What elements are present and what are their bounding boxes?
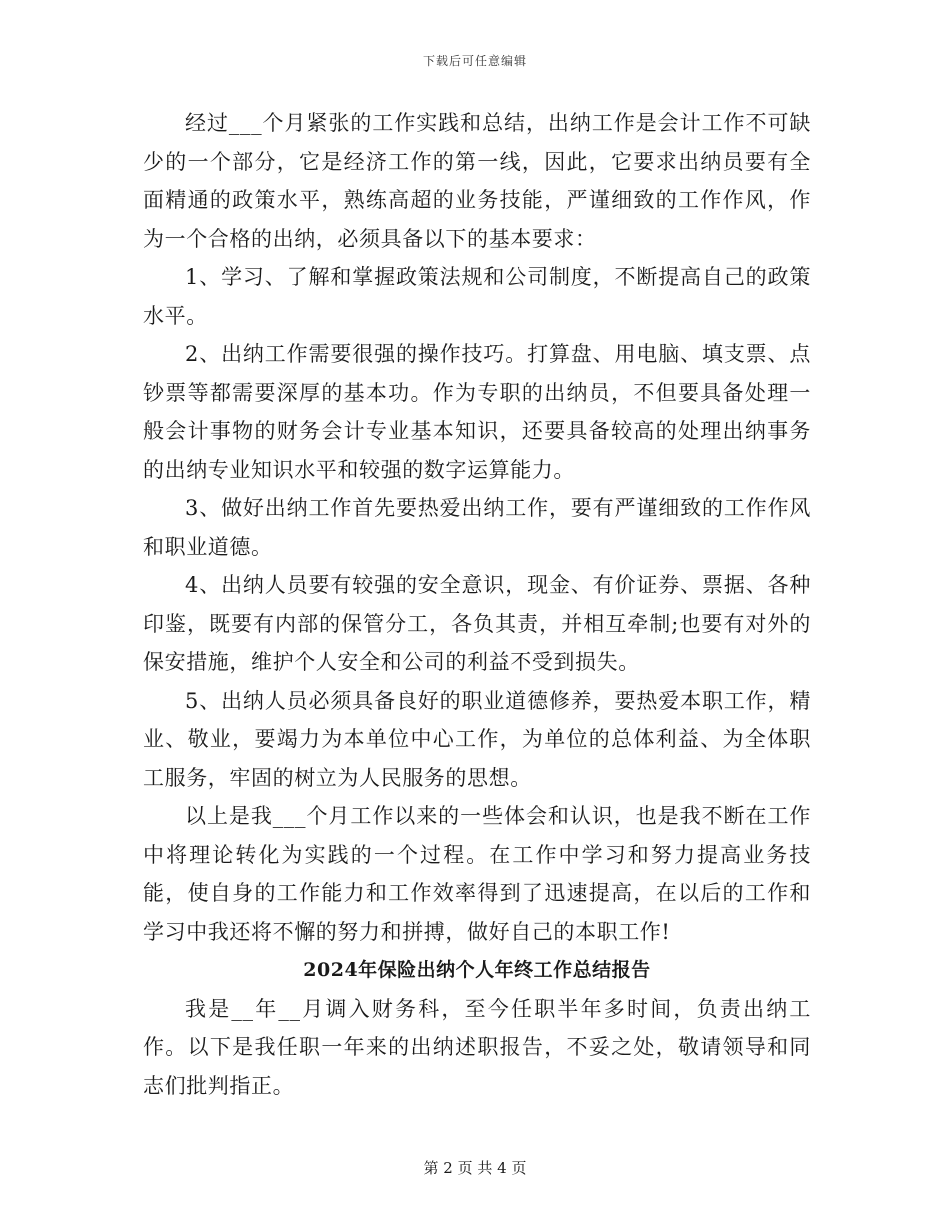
paragraph-item-4: 4、出纳人员要有较强的安全意识，现金、有价证券、票据、各种印鉴，既要有内部的保管分工，各负其责，并相互牵制;也要有对外的保安措施，维护个人安全和公司的利益不受到损失。 [143,573,811,674]
document-body [143,104,811,1105]
paragraph-item-5: 5、出纳人员必须具备良好的职业道德修养，要热爱本职工作，精业、敬业，要竭力为本单位中心工作，为单位的总体利益、为全体职工服务，牢固的树立为人民服务的思想。 [143,688,811,790]
section-heading: 2024年保险出纳个人年终工作总结报告 [303,959,651,981]
paragraph-report-intro: 我是__年__月调入财务科，至今任职半年多时间，负责出纳工作。以下是我任职一年来的出纳述职报告，不妥之处，敬请领导和同志们批判指正。 [143,996,811,1098]
paragraph-item-2: 2、出纳工作需要很强的操作技巧。打算盘、用电脑、填支票、点钞票等都需要深厚的基本功。作为专职的出纳员，不但要具备处理一般会计事物的财务会计专业基本知识，还要具备较高的处理出纳事务的出纳专业知识水平和较强的数字运算能力。 [143,342,811,482]
paragraph-item-1: 1、学习、了解和掌握政策法规和公司制度，不断提高自己的政策水平。 [143,265,811,328]
paragraph-conclusion: 以上是我___个月工作以来的一些体会和认识，也是我不断在工作中将理论转化为实践的一个过程。在工作中学习和努力提高业务技能，使自身的工作能力和工作效率得到了迅速提高，在以后的工作和学习中我还将不懈的努力和拼搏，做好自己的本职工作! [143,804,811,944]
page-number: 第 2 页 共 4 页 [423,1159,527,1177]
paragraph-intro: 经过___个月紧张的工作实践和总结，出纳工作是会计工作不可缺少的一个部分，它是经济工作的第一线，因此，它要求出纳员要有全面精通的政策水平，熟练高超的业务技能，严谨细致的工作作风，作为一个合格的出纳，必须具备以下的基本要求： [143,111,811,251]
page-header: 下载后可任意编辑 [422,54,527,68]
paragraph-item-3: 3、做好出纳工作首先要热爱出纳工作，要有严谨细致的工作作风和职业道德。 [143,496,811,559]
